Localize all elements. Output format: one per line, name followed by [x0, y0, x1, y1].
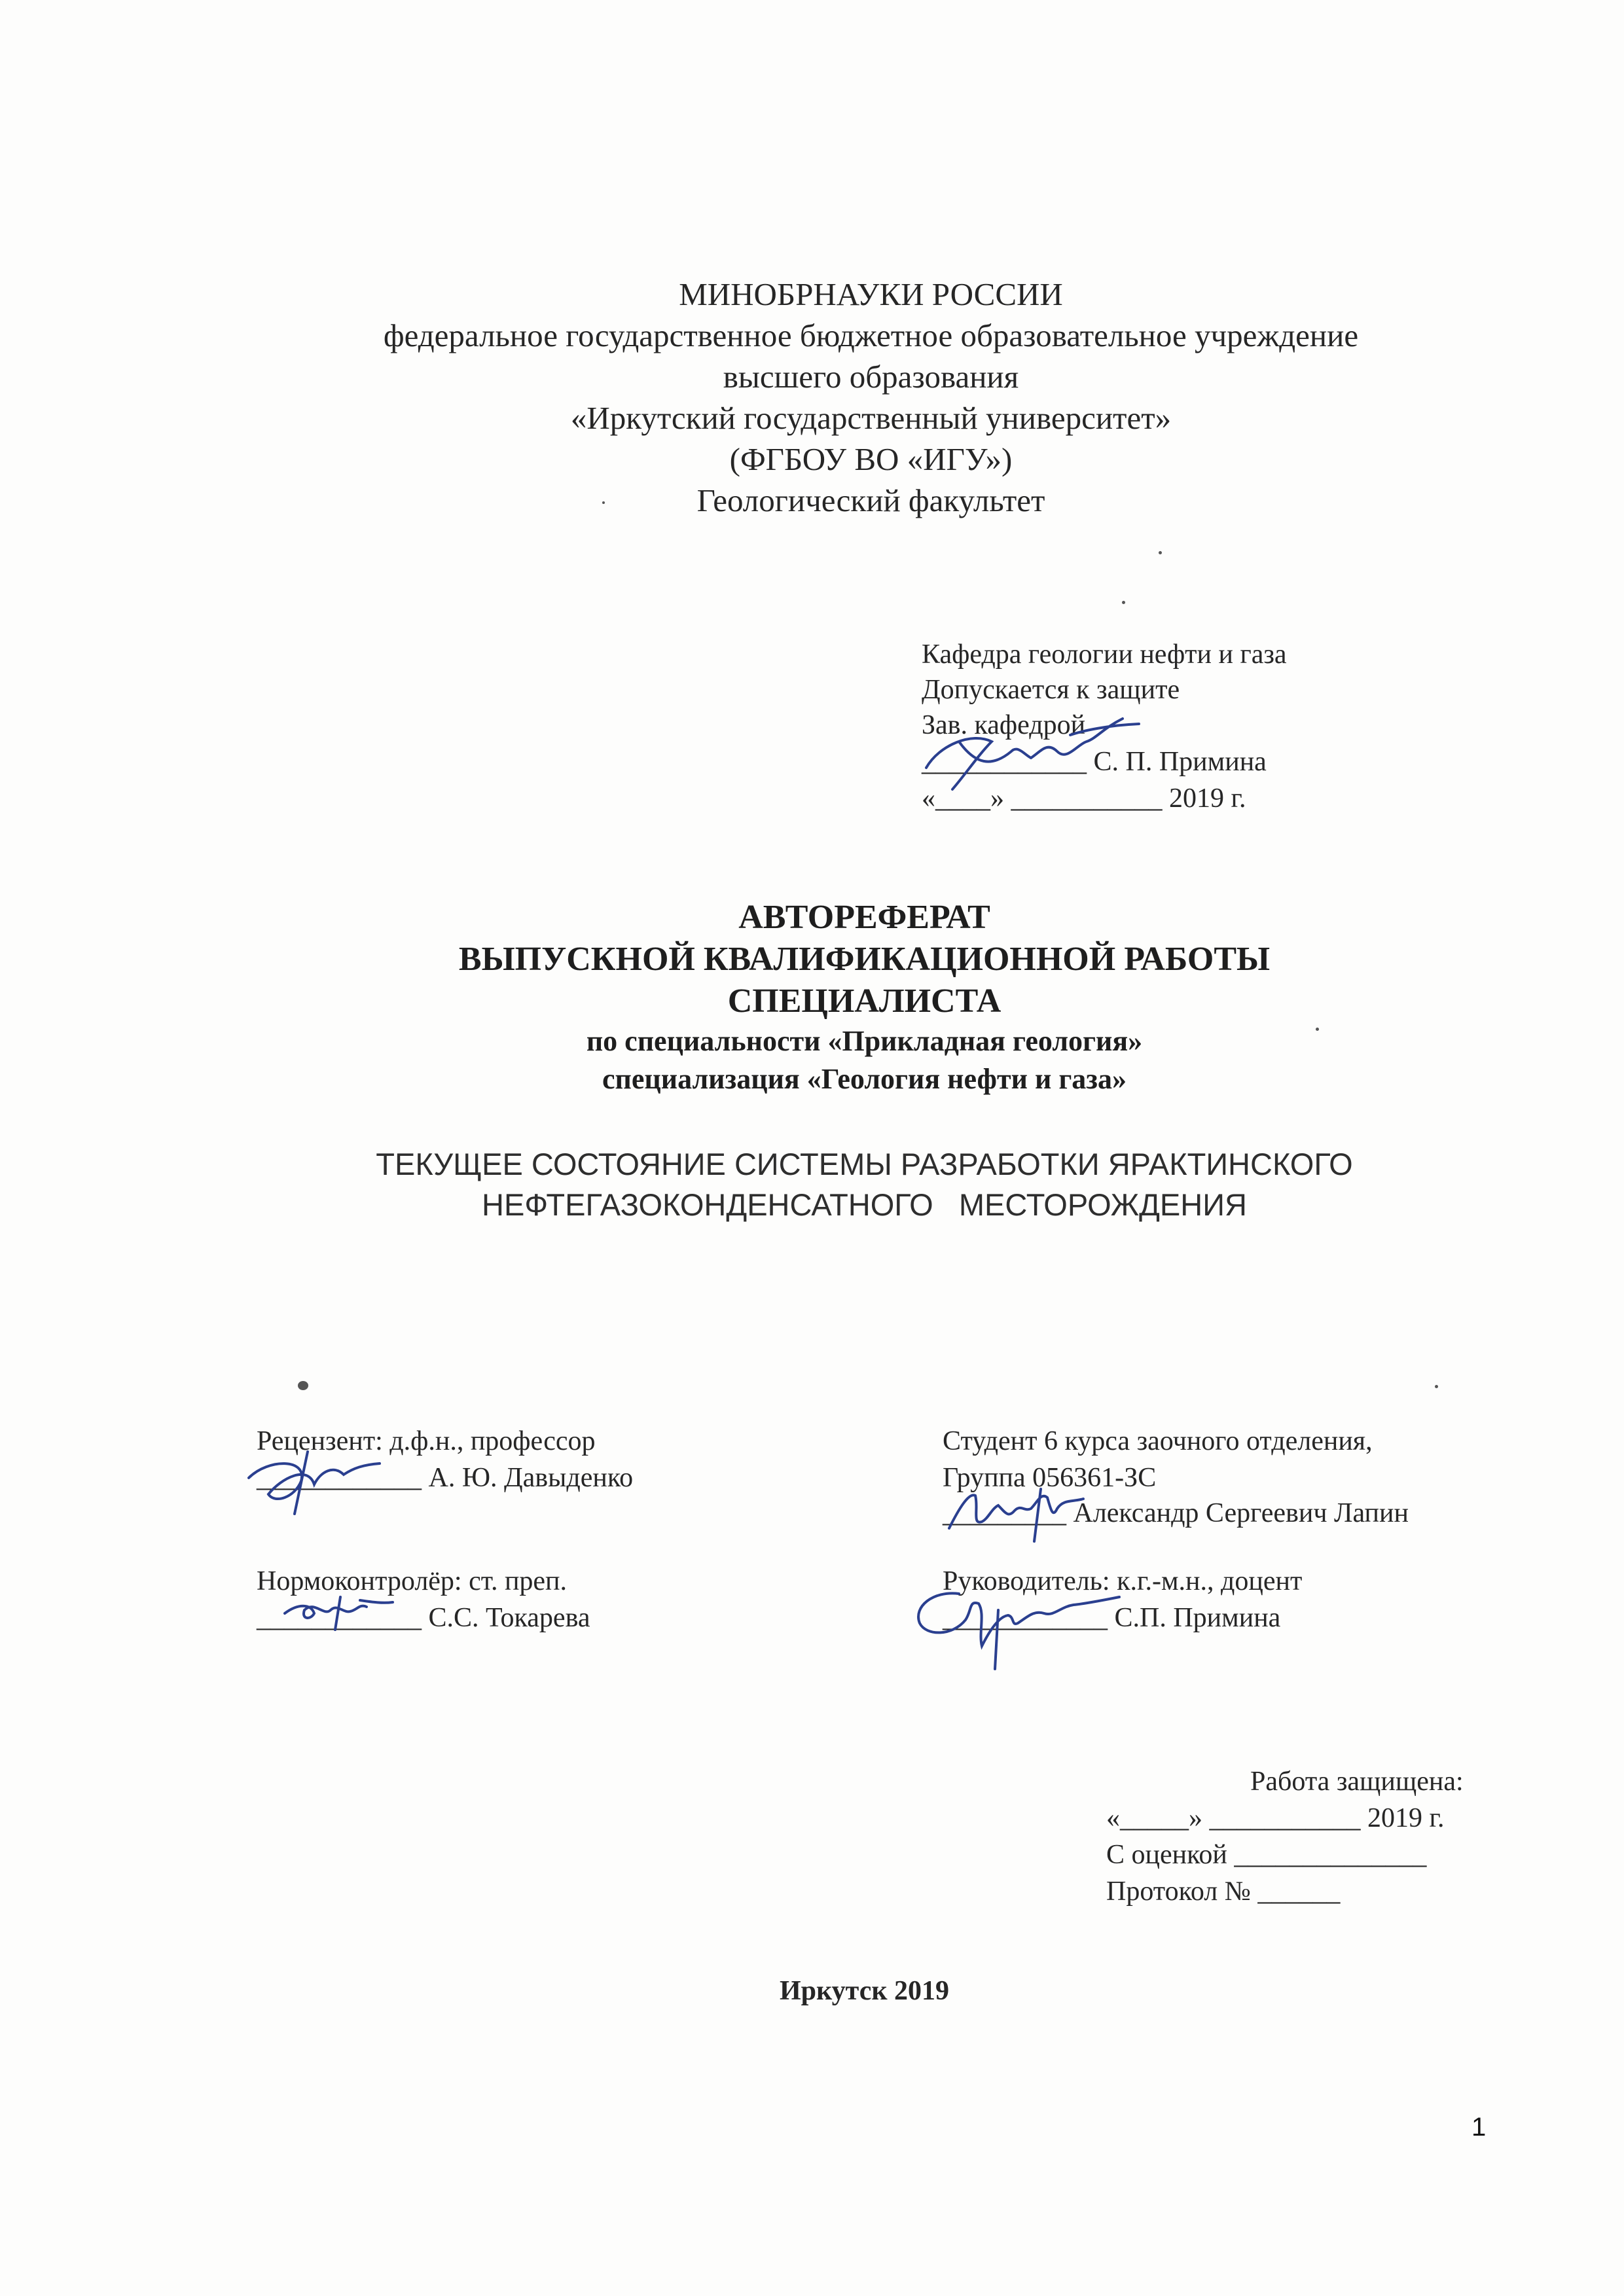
normcontrol-signature-line: ____________ С.С. Токарева	[257, 1603, 590, 1633]
ministry-header	[59, 274, 1624, 521]
title-work-type: ВЫПУСКНОЙ КВАЛИФИКАЦИОННОЙ РАБОТЫ	[458, 941, 1271, 978]
page-number: 1	[1471, 2113, 1487, 2142]
supervisor-role: Руководитель: к.г.-м.н., доцент	[943, 1566, 1303, 1596]
reviewer-signature-icon	[229, 1432, 399, 1524]
document-title	[52, 897, 1624, 1098]
faculty-name: Геологический факультет	[696, 482, 1045, 518]
title-specialization: специализация «Геология нефти и газа»	[602, 1063, 1127, 1095]
reviewer-signature-line: ____________ А. Ю. Давыденко	[257, 1463, 634, 1493]
approval-signature-line: ____________ С. П. Примина	[922, 747, 1267, 777]
scan-speck	[298, 1381, 308, 1390]
institution-type: федеральное государственное бюджетное образовательное учреждение	[383, 317, 1359, 353]
approval-head: Зав. кафедрой	[922, 710, 1086, 740]
university-abbrev: (ФГБОУ ВО «ИГУ»)	[729, 441, 1013, 477]
supervisor-signature-line: ____________ С.П. Примина	[943, 1603, 1281, 1633]
defense-protocol-line: Протокол № ______	[1106, 1876, 1341, 1907]
student-signature-icon	[936, 1473, 1106, 1551]
scan-speck	[1122, 601, 1125, 604]
city-year: Иркутск 2019	[779, 1976, 950, 2006]
student-group: Группа 056361-ЗС	[943, 1463, 1157, 1493]
scan-speck	[1316, 1028, 1319, 1031]
student-signature-line: _________ Александр Сергеевич Лапин	[943, 1498, 1409, 1528]
university-name: «Иркутский государственный университет»	[570, 400, 1172, 436]
normcontrol-signature-icon	[275, 1584, 399, 1636]
scan-speck	[1435, 1385, 1438, 1388]
topic-line-1: ТЕКУЩЕЕ СОСТОЯНИЕ СИСТЕМЫ РАЗРАБОТКИ ЯРАКТИНСКОГО	[376, 1147, 1353, 1181]
approval-department: Кафедра геологии нефти и газа	[922, 639, 1287, 670]
title-degree: СПЕЦИАЛИСТА	[727, 982, 1001, 1020]
education-level: высшего образования	[723, 359, 1019, 395]
topic-line-2: НЕФТЕГАЗОКОНДЕНСАТНОГО МЕСТОРОЖДЕНИЯ	[482, 1187, 1247, 1222]
approval-date-line: «____» ___________ 2019 г.	[922, 783, 1246, 814]
normcontrol-role: Нормоконтролёр: ст. преп.	[257, 1566, 568, 1596]
title-specialty: по специальности «Прикладная геология»	[586, 1025, 1143, 1057]
defense-status: Работа защищена:	[1250, 1767, 1464, 1797]
scan-speck	[1159, 551, 1162, 554]
defense-date-line: «_____» ___________ 2019 г.	[1106, 1803, 1445, 1833]
scan-speck	[602, 501, 605, 504]
supervisor-signature-icon	[900, 1571, 1136, 1682]
defense-grade-line: С оценкой ______________	[1106, 1840, 1427, 1870]
thesis-topic	[52, 1144, 1624, 1225]
approval-admitted: Допускается к защите	[922, 675, 1180, 705]
head-signature-icon	[913, 706, 1149, 804]
student-role: Студент 6 курса заочного отделения,	[943, 1426, 1373, 1456]
ministry-name: МИНОБРНАУКИ РОССИИ	[679, 276, 1063, 312]
title-abstract: АВТОРЕФЕРАТ	[738, 899, 990, 936]
reviewer-role: Рецензент: д.ф.н., профессор	[257, 1426, 596, 1456]
